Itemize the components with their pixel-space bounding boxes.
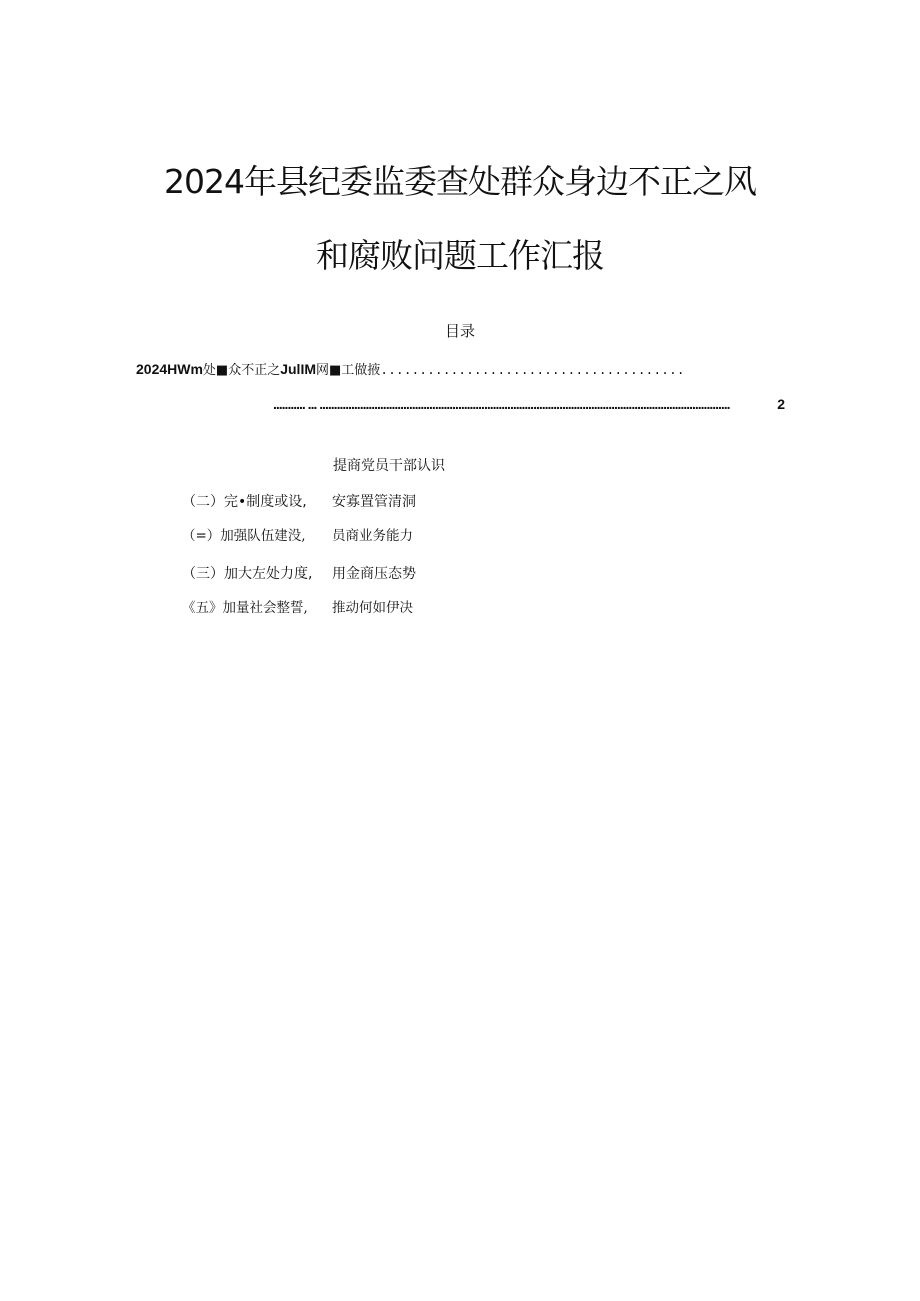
toc-entry-lead: 2024HWm (136, 361, 203, 377)
section-heading-left: 《五》加量社会整誓, (182, 600, 308, 616)
toc-entry-text: 处■众不正之 (202, 363, 281, 378)
section-heading-left: （二）完•制度或设, (182, 494, 307, 510)
toc-leader-dots: ....................................... (380, 363, 685, 378)
toc-entry-continuation[interactable] (273, 396, 785, 412)
section-heading (182, 491, 416, 511)
section-heading-right: 安寡置管清洞 (332, 494, 416, 510)
section-heading-left: （三）加大左处力度, (182, 566, 313, 582)
toc-leader-dots: ........... ... .............................................................................................................................................. (273, 396, 730, 412)
document-title-line-1: 2024年县纪委监委查处群众身边不正之风 (164, 162, 756, 201)
document-title-line-2: 和腐败问题工作汇报 (316, 236, 604, 275)
toc-entry[interactable] (136, 359, 685, 378)
section-heading (182, 524, 413, 544)
section-heading-left: （=）加强队伍建没, (182, 528, 306, 544)
section-heading-right: 员商业务能力 (332, 528, 413, 544)
toc-entry-mid: JulIM (280, 361, 316, 377)
section-heading-right: 推动何如伊决 (332, 600, 413, 616)
section-heading-text: 提商党员干部认识 (333, 458, 445, 474)
section-heading (182, 563, 416, 583)
section-heading (182, 596, 413, 616)
toc-heading: 目录 (444, 322, 475, 340)
toc-entry-tail: 网■工做掖 (316, 363, 381, 378)
section-heading (333, 455, 445, 475)
toc-page-number: 2 (777, 396, 785, 412)
section-heading-right: 用金商压态势 (332, 566, 416, 582)
